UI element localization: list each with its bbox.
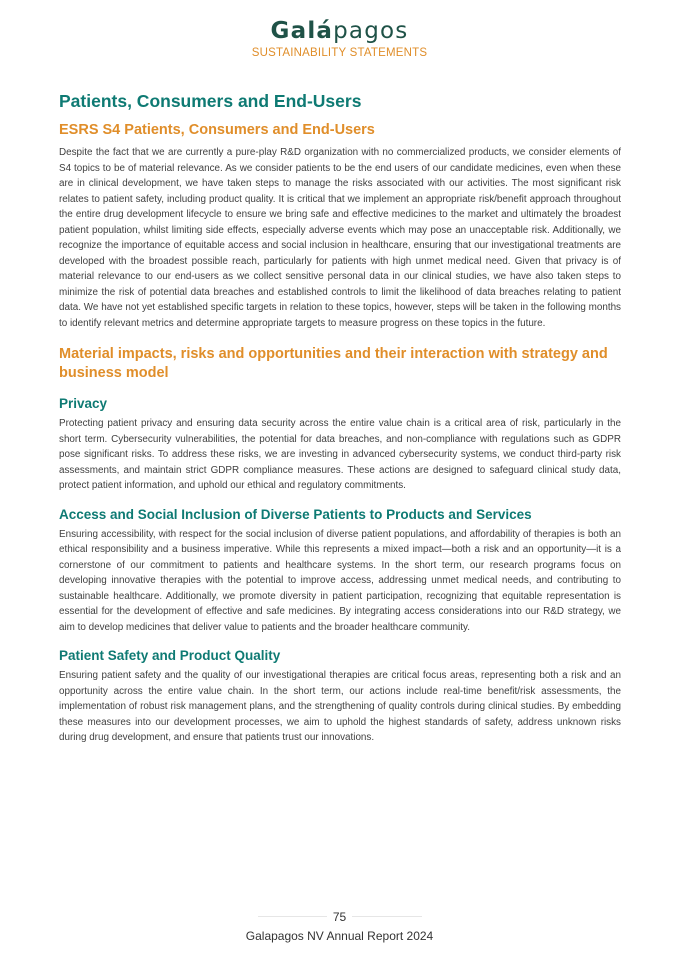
page-header [0,16,679,59]
intro-paragraph: Despite the fact that we are currently a pure-play R&D organization with no commercialized products, we consider elements of S4 topics to be of material relevance. As we consider patients to be the end users of our candidate medicines, even when these are in clinical development, we have taken steps to manage the risks associated with our activities. The most significant risk relates to patient safety, including product quality. It is critical that we implement an appropriate risk/benefit approach throughout the entire drug development lifecycle to ensure we bring safe and effective medicines to the market and ultimately the broadest patient population, whilst limiting side effects, especially adverse events which may pose an unacceptable risk. Additionally, we recognize the importance of equitable access and social inclusion in healthcare, ensuring that our investigational treatments are developed with the broadest possible reach, particularly for patients with high unmet medical need. Given that privacy is of material relevance to our end-users as we collect sensitive personal data in our clinical studies, we have also taken steps to minimize the risk of potential data breaches and established controls to limit the likelihood of data breaches relating to patient data. We have not yet established specific targets in relation to these topics, however, steps will be taken in the following months to identify relevant metrics and determine appropriate targets to measure progress on these topics in the future. [59,147,621,329]
material-impacts-heading: Material impacts, risks and opportunities and their interaction with strategy and business model [59,346,608,381]
privacy-heading: Privacy [59,396,108,411]
logo-bold-part: Galá [270,18,334,44]
page-title: Patients, Consumers and End-Users [59,91,362,111]
access-inclusion-paragraph: Ensuring accessibility, with respect for the social inclusion of diverse patient populations, and affordability of therapies is both an ethical responsibility and a business imperative. While this represents a mixed impact—both a risk and an opportunity—it is a cornerstone of our commitment to patients and healthcare systems. In the short term, our research programs focus on developing innovative therapies with the potential to improve access, addressing unmet medical needs, and contributing to sustainable healthcare. Additionally, we promote diversity in patient participation, recognizing that equitable representation is essential for the development of effective and safe medicines. By integrating access considerations into our R&D strategy, we aim to develop medicines that deliver value to patients and the broader healthcare community. [59,528,621,633]
patient-safety-heading: Patient Safety and Product Quality [59,648,281,663]
page-footer [0,908,679,943]
privacy-paragraph: Protecting patient privacy and ensuring data security across the entire value chain is a critical area of risk, particularly in the short term. Cybersecurity vulnerabilities, the potential for data breaches, and non-compliance with regulations such as GDPR pose significant risks. To address these risks, we are investing in advanced cybersecurity systems, we conduct third-party risk assessments, and maintain strict GDPR compliance measures. These actions are designed to safeguard clinical study data, protect patient information, and uphold our ethical and regulatory commitments. [59,418,621,491]
access-inclusion-heading: Access and Social Inclusion of Diverse Patients to Products and Services [59,506,532,522]
galapagos-logo [0,16,679,46]
main-content [59,90,621,746]
report-title: Galapagos NV Annual Report 2024 [245,929,434,943]
page-number: 75 [327,908,352,926]
patient-safety-paragraph: Ensuring patient safety and the quality of our investigational therapies are critical focus areas, representing both a risk and an opportunity across the entire value chain. In the short term, our actions include real-time benefit/risk assessments, the implementation of robust risk management plans, and the strengthening of quality controls during clinical studies. By embedding these measures into our development processes, we aim to uphold the highest standards of safety, address unknown risks during drug development, and ensure that patients trust our innovations. [59,670,621,743]
logo-light-part: pagos [333,18,409,44]
section-subtitle: SUSTAINABILITY STATEMENTS [251,47,428,59]
esrs-section-heading: ESRS S4 Patients, Consumers and End-Users [59,122,375,138]
